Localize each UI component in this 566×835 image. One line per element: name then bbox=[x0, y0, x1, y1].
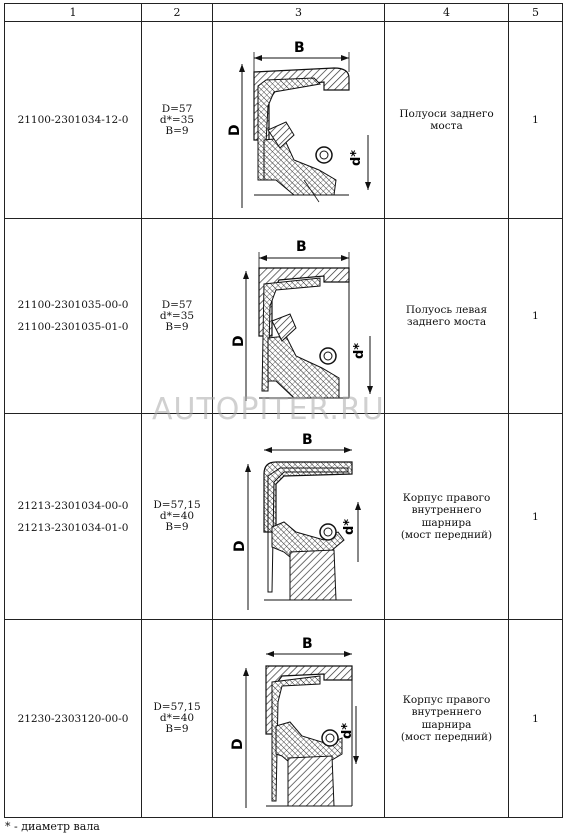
spec-outer-diameter: D=57 bbox=[161, 298, 193, 311]
footnote: * - диаметр вала bbox=[5, 820, 100, 833]
header-row bbox=[5, 4, 563, 22]
seal-drawing-cell bbox=[213, 219, 385, 414]
dimensions-cell bbox=[142, 219, 213, 414]
description-line: Корпус правого bbox=[402, 491, 491, 504]
spec-outer-diameter: D=57,15 bbox=[153, 701, 201, 713]
dimension-b-label: B bbox=[301, 636, 313, 652]
spec-shaft-diameter: d*=40 bbox=[159, 712, 195, 724]
seal-drawing-cell bbox=[213, 22, 385, 219]
quantity-value: 1 bbox=[532, 310, 539, 322]
part-number-cell bbox=[5, 414, 142, 620]
dimension-b-label: B bbox=[301, 431, 313, 448]
table-row bbox=[5, 22, 563, 219]
description-line: заднего моста bbox=[406, 316, 487, 328]
description-line: моста bbox=[430, 120, 463, 132]
description-line: внутреннего bbox=[411, 706, 482, 718]
part-number: 21213-2301034-01-0 bbox=[17, 521, 129, 534]
seal-drawing bbox=[224, 626, 374, 811]
part-number-cell bbox=[5, 22, 142, 219]
quantity-cell bbox=[509, 620, 563, 818]
table-row bbox=[5, 620, 563, 818]
description-line: шарнира bbox=[421, 516, 472, 529]
quantity-cell bbox=[509, 414, 563, 620]
dimension-d-label: D bbox=[226, 124, 243, 136]
spec-shaft-diameter: d*=35 bbox=[159, 309, 195, 322]
description-line: (мост передний) bbox=[400, 529, 493, 541]
quantity-cell bbox=[509, 22, 563, 219]
quantity-value: 1 bbox=[532, 114, 539, 126]
watermark: AUTOPITER.RU bbox=[152, 392, 385, 427]
part-number-cell bbox=[5, 219, 142, 414]
column-header-5: 5 bbox=[509, 4, 563, 22]
spec-width: B=9 bbox=[165, 320, 189, 333]
column-header-2: 2 bbox=[142, 4, 213, 22]
seal-drawing bbox=[224, 422, 374, 612]
seal-drawing bbox=[224, 30, 374, 210]
seal-drawing bbox=[224, 226, 374, 406]
part-number: 21100-2301034-12-0 bbox=[17, 114, 129, 126]
part-number: 21213-2301034-00-0 bbox=[17, 499, 129, 512]
spec-width: B=9 bbox=[165, 521, 189, 533]
table-row bbox=[5, 414, 563, 620]
part-number-cell bbox=[5, 620, 142, 818]
dimension-d-star-label: d* bbox=[339, 722, 355, 739]
description-line: внутреннего bbox=[411, 504, 482, 516]
spec-shaft-diameter: d*=35 bbox=[159, 113, 195, 126]
quantity-value: 1 bbox=[532, 712, 539, 725]
quantity-cell bbox=[509, 219, 563, 414]
part-number: 21230-2303120-00-0 bbox=[17, 712, 129, 725]
description-cell bbox=[385, 620, 509, 818]
description-line: (мост передний) bbox=[400, 731, 493, 743]
part-number: 21100-2301035-01-0 bbox=[17, 321, 129, 333]
description-line: шарнира bbox=[421, 718, 472, 731]
spec-shaft-diameter: d*=40 bbox=[159, 510, 195, 522]
spec-width: B=9 bbox=[165, 723, 189, 735]
dimensions-cell bbox=[142, 414, 213, 620]
spec-width: B=9 bbox=[165, 124, 189, 137]
spec-outer-diameter: D=57 bbox=[161, 102, 193, 115]
column-header-3: 3 bbox=[213, 4, 385, 22]
dimension-d-label: D bbox=[231, 539, 248, 552]
spec-outer-diameter: D=57,15 bbox=[153, 499, 201, 511]
seal-drawing-cell bbox=[213, 620, 385, 818]
dimension-b-label: B bbox=[293, 40, 305, 56]
dimension-d-star-label: d* bbox=[348, 149, 364, 166]
dimension-d-star-label: d* bbox=[351, 342, 367, 359]
description-cell bbox=[385, 219, 509, 414]
dimensions-cell bbox=[142, 22, 213, 219]
description-line: Полуоси заднего bbox=[399, 107, 494, 120]
dimension-d-star-label: d* bbox=[341, 518, 357, 535]
dimension-b-label: B bbox=[295, 239, 307, 255]
description-line: Полуось левая bbox=[405, 303, 488, 316]
part-number: 21100-2301035-00-0 bbox=[17, 299, 129, 311]
table-row bbox=[5, 219, 563, 414]
column-header-1: 1 bbox=[5, 4, 142, 22]
dimension-d-label: D bbox=[230, 335, 247, 347]
description-cell bbox=[385, 22, 509, 219]
dimension-d-label: D bbox=[229, 738, 246, 750]
description-line: Корпус правого bbox=[402, 693, 491, 706]
seal-drawing-cell bbox=[213, 414, 385, 620]
dimensions-cell bbox=[142, 620, 213, 818]
quantity-value: 1 bbox=[532, 510, 539, 523]
description-cell bbox=[385, 414, 509, 620]
column-header-4: 4 bbox=[385, 4, 509, 22]
